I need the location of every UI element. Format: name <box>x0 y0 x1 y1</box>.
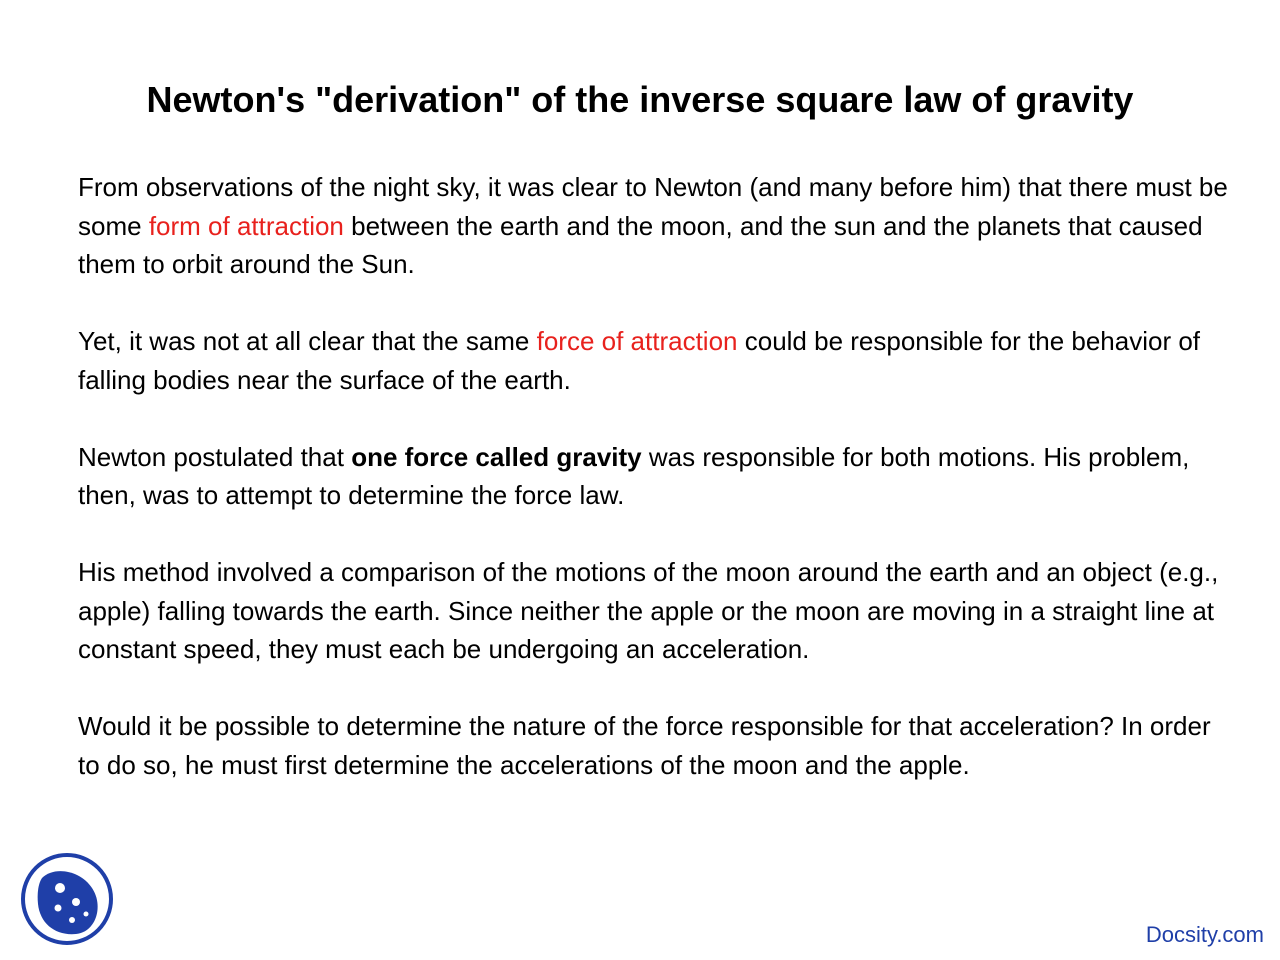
paragraph-2-text-b: could be responsible for the behavior of falling bodies near the surface of the earth. <box>78 326 1201 395</box>
highlight-force-of-attraction: force of attraction <box>536 326 738 356</box>
paragraph-3-text-a: Newton postulated that <box>78 441 352 472</box>
slide-title: Newton's "derivation" of the inverse square law of gravity <box>146 79 1134 120</box>
paragraph-4: His method involved a comparison of the motions of the moon around the earth and an object (e.g., apple) falling towards the earth. Since neither the apple or the moon are moving in a straight line at constant speed, they must each be undergoing an acceleration. <box>78 557 1219 664</box>
slide-body <box>78 168 1228 823</box>
paragraph-3-text-b: was responsible for both motions. His problem, then, was to attempt to determine the force law. <box>78 441 1190 510</box>
paragraph-1-text-a: From observations of the night sky, it was clear to Newton (and many before him) that there must be some <box>78 172 1228 241</box>
bold-one-force-called-gravity: one force called gravity <box>351 441 642 472</box>
paragraph-2 <box>78 322 1228 399</box>
paragraph-3 <box>78 438 1228 515</box>
paragraph-1 <box>78 168 1228 284</box>
docsity-logo-icon <box>20 852 114 946</box>
paragraph-1-text-b: between the earth and the moon, and the sun and the planets that caused them to orbit around the Sun. <box>78 210 1203 279</box>
docsity-brand-link[interactable]: Docsity.com <box>1145 922 1264 947</box>
paragraph-5: Would it be possible to determine the nature of the force responsible for that acceleration? In order to do so, he must first determine the accelerations of the moon and the apple. <box>78 711 1211 780</box>
highlight-form-of-attraction: form of attraction <box>148 210 344 241</box>
paragraph-2-text-a: Yet, it was not at all clear that the same <box>78 326 537 356</box>
